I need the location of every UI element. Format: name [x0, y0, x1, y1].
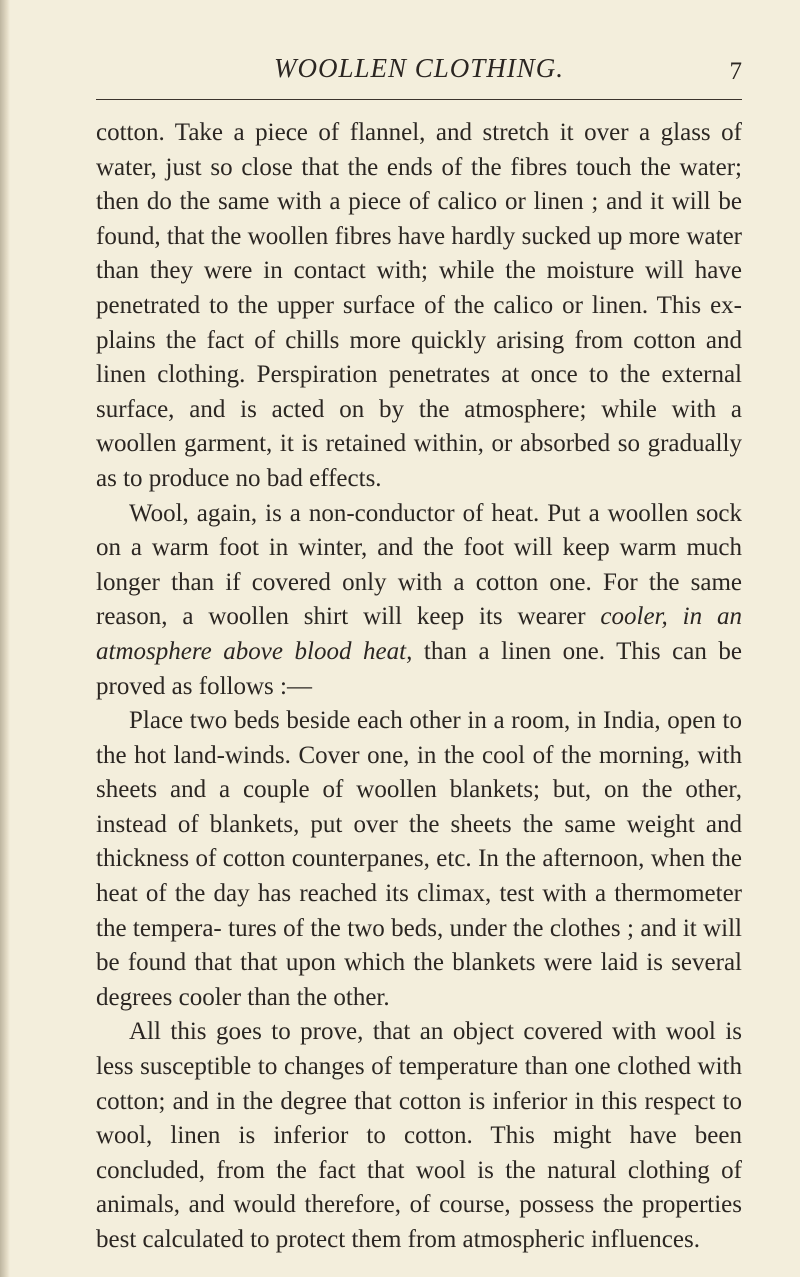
body-text [96, 116, 742, 1258]
paragraph-2-italic-phrase: cooler, in an atmosphere above blood heat, [96, 603, 742, 665]
paragraph-1: cotton. Take a piece of flannel, and stretch it over a glass of water, just so close that the ends of the fibres touch the water; then do the same with a piece of calico or linen ; and it will be found, that the woollen fibres have hardly sucked up more water than they were in contact with; while the moisture will have penetrated to the upper surface of the calico or linen. This ex- plains the fact of chills more quickly arising from cotton and linen clothing. Perspiration penetrates at once to the external surface, and is acted on by the atmosphere; while with a woollen garment, it is retained within, or absorbed so gradually as to produce no bad effects. [96, 119, 742, 492]
running-head [96, 48, 742, 88]
header-rule [96, 99, 742, 100]
chapter-title: WOOLLEN CLOTHING. [273, 53, 565, 83]
paragraph-2-text-c: than a linen one. This can be proved as follows :— [96, 637, 742, 700]
page-number: 7 [729, 58, 742, 85]
paragraph-2-text-a: Wool, again, is a non-conductor of heat. Put a woollen sock on a warm foot in winter, and the foot will keep warm much longer than if covered only with a cotton one. For the same reason, a woollen shirt will keep its wearer [96, 499, 742, 631]
paragraph-4: All this goes to prove, that an object covered with wool is less susceptible to changes of temperature than one clothed with cotton; and in the degree that cotton is inferior in this respect to wool, linen is inferior to cotton. This might have been concluded, from the fact that wool is the natural clothing of animals, and would therefore, of course, possess the properties best calculated to protect them from atmospheric influences. [96, 1018, 742, 1253]
paragraph-3: Place two beds beside each other in a room, in India, open to the hot land-winds. Cover one, in the cool of the morning, with sheets and a couple of woollen blankets; but, on the other, instead of blankets, put over the sheets the same weight and thickness of cotton counterpanes, etc. In the afternoon, when the heat of the day has reached its climax, test with a thermometer the tempera- tures of the two beds, under the clothes ; and it will be found that that upon which the blankets were laid is several degrees cooler than the other. [96, 707, 742, 1011]
paragraph-2 [96, 497, 742, 705]
